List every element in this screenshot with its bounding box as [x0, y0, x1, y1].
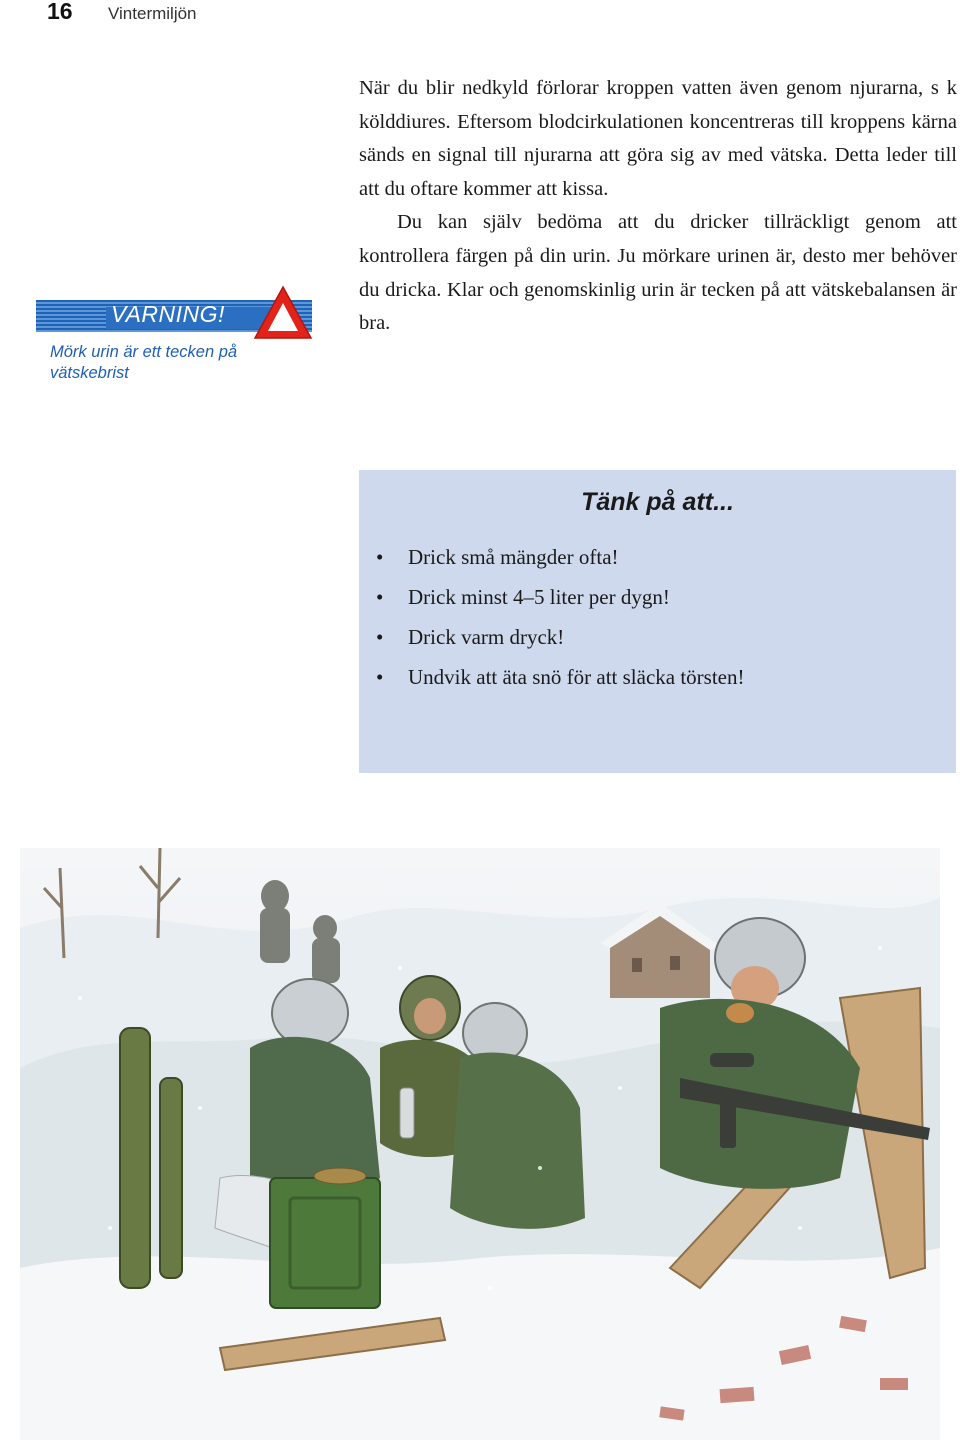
list-item [376, 577, 744, 617]
list-item-text: Undvik att äta snö för att släcka törsten! [408, 665, 745, 689]
tips-box [359, 470, 956, 773]
bullet: • [376, 665, 384, 689]
bullet: • [376, 625, 384, 649]
list-item [376, 537, 744, 577]
warning-triangle-icon [252, 284, 314, 342]
warning-title: VARNING! [111, 301, 225, 327]
page-header [0, 0, 960, 40]
body-text [359, 72, 957, 341]
list-item [376, 657, 744, 697]
bullet: • [376, 545, 384, 569]
paragraph: När du blir nedkyld förlorar kroppen vatten även genom njurarna, s k kölddiures. Eftersom blodcirkulationen koncentreras till kroppens kärna sänds en signal till njurarna att göra sig av med vätska. Detta leder till att du oftare kommer att kissa. [359, 77, 957, 200]
tips-title: Tänk på att... [581, 488, 734, 516]
tips-list [376, 537, 744, 697]
warning-text: Mörk urin är ett tecken på vätskebrist [50, 343, 238, 382]
list-item-text: Drick små mängder ofta! [408, 545, 619, 569]
soldiers-winter-illustration [20, 848, 940, 1440]
list-item-text: Drick minst 4–5 liter per dygn! [408, 585, 670, 609]
list-item [376, 617, 744, 657]
bullet: • [376, 585, 384, 609]
list-item-text: Drick varm dryck! [408, 625, 565, 649]
snow-foreground [20, 1248, 940, 1440]
jerry-can [270, 1168, 380, 1308]
running-title: Vintermiljön [108, 4, 197, 23]
warning-callout [36, 296, 312, 391]
page-number: 16 [47, 0, 73, 24]
paragraph: Du kan själv bedöma att du dricker tillräckligt genom att kontrollera färgen på din urin. Ju mörkare urinen är, desto mer behöver du dricka. Klar och genomskinlig urin är tecken på att vätskebalansen är bra. [359, 211, 957, 335]
